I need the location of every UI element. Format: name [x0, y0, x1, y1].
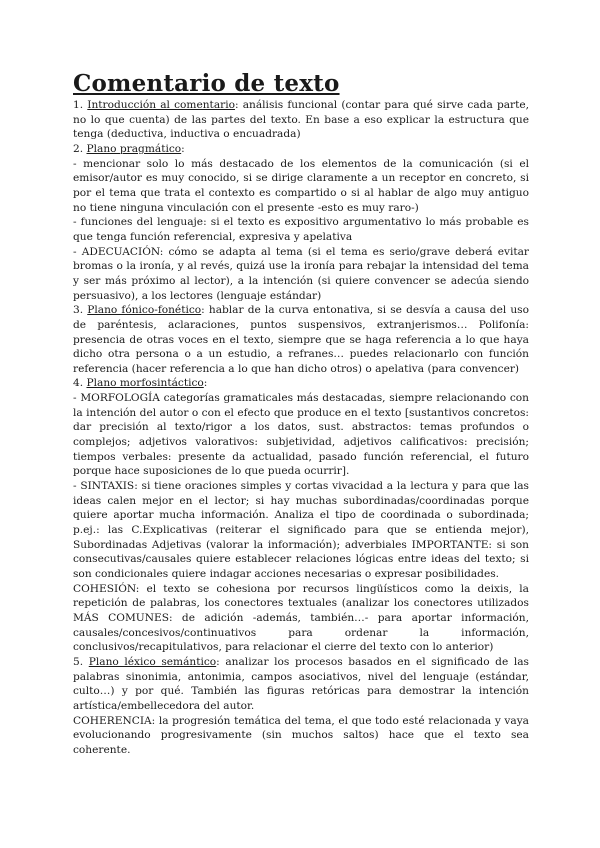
section-plano-morfosintactico	[73, 376, 529, 391]
section-number: 5.	[73, 655, 84, 668]
section-plano-fonico	[73, 303, 529, 376]
section-number: 2.	[73, 142, 84, 155]
section-colon: :	[203, 377, 208, 390]
bullet-funciones-lenguaje: - funciones del lenguaje: si el texto es expositivo argumentativo lo más probable es que tenga función referencial, expresiva y apelativa	[73, 216, 529, 243]
bullet-sintaxis: - SINTAXIS: si tiene oraciones simples y cortas vivacidad a la lectura y para que las ideas calen mejor en el lector; si hay muchas subordinadas/coordinadas porque quiere aportar mucha información. Analiza el tipo de coordinada o subordinada; p.ej.: las C.Explicativas (reiterar el significado para que se entienda mejor), Subordinadas Adjetivas (valorar la información); adverbiales IMPORTANTE: si son consecutivas/causales quiere establecer relaciones lógicas entre ideas del texto; si son condicionales quiere indagar acciones necesarias o expresar posibilidades.	[73, 480, 529, 580]
paragraph-cohesion: COHESIÓN: el texto se cohesiona por recursos lingüísticos como la deixis, la repetición de palabras, los conectores textuales (analizar los conectores utilizados MÁS COMUNES: de adición -además, también…- para aportar información, causales/concesivos/continuativos para ordenar la información, conclusivos/recapitulativos, para relacionar el cierre del texto con lo anterior)	[73, 582, 529, 654]
section-number: 3.	[73, 304, 84, 317]
bullet-adecuacion: - ADECUACIÓN: cómo se adapta al tema (si el tema es serio/grave deberá evitar bromas o la ironía, y al revés, quizá use la ironía para rebajar la intensidad del tema y ser más próximo al lector), a la intención (si quiere convencer se adecúa siendo persuasivo), a los lectores (lenguaje estándar)	[73, 245, 529, 302]
paragraph-coherencia: COHERENCIA: la progresión temática del tema, el que todo esté relacionada y vaya evolucionando progresivamente (sin muchos saltos) hace que el texto sea coherente.	[73, 714, 529, 756]
section-plano-pragmatico	[73, 142, 529, 157]
section-plano-lexico	[73, 655, 529, 714]
section-number: 1.	[73, 99, 84, 111]
section-colon: :	[181, 142, 185, 155]
section-heading: Plano léxico semántico	[88, 655, 217, 668]
section-text: : análisis funcional (contar para qué sirve cada parte, no lo que cuenta) de las partes del texto. En base a eso explicar la estructura que tenga (deductiva, inductiva o encuadrada)	[73, 99, 530, 141]
section-introduccion	[73, 98, 529, 142]
section-text: : analizar los procesos basados en el significado de las palabras sinonimia, antonimia, campos asociativos, nivel del lenguaje (estándar, culto…) y por qué. También las figuras retóricas para demostrar la intención artística/embellecedora del autor.	[73, 655, 529, 712]
bullet-comunicacion: - mencionar solo lo más destacado de los elementos de la comunicación (si el emisor/autor es muy conocido, si se dirige claramente a un receptor en concreto, si por el tema que trata el contexto es compartido o si al hablar de algo muy antiguo no tiene ninguna vinculación con el presente -esto es muy raro-)	[73, 157, 529, 214]
section-text: : hablar de la curva entonativa, si se desvía a causa del uso de paréntesis, aclaraciones, puntos suspensivos, extranjerismos… Polifonía: presencia de otras voces en el texto, siempre que se haga referencia a lo que haya dicho otra persona o a un estudio, a refranes… puedes relacionarlo con función referencia (hacer referencia a lo que han dicho otros) o apelativa (para convencer)	[73, 304, 529, 375]
section-heading: Plano fónico-fonético	[87, 304, 202, 317]
section-heading: Introducción al comentario	[87, 99, 235, 111]
section-heading: Plano morfosintáctico	[86, 377, 204, 390]
section-heading: Plano pragmático	[86, 142, 182, 155]
bullet-morfologia: - MORFOLOGÍA categorías gramaticales más destacadas, siempre relacionando con la intención del autor o con el efecto que produce en el texto [sustantivos concretos: dar precisión al texto/rigor a los datos, sust. abstractos: temas profundos o complejos; adjetivos valorativos: subjetividad, adjetivos calificativos: precisión; tiempos verbales: presente da actualidad, pasado función referencial, el futuro porque hace suposiciones de lo que pueda ocurrir].	[73, 392, 529, 478]
section-number: 4.	[73, 377, 84, 390]
document-body	[73, 98, 529, 758]
document-title: Comentario de texto	[73, 70, 340, 97]
